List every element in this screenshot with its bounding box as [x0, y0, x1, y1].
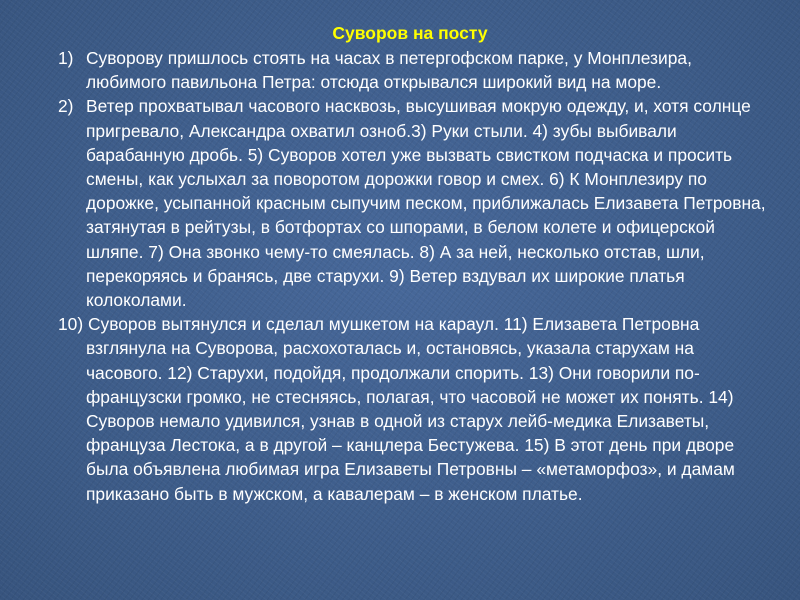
- slide-title: Суворов на посту: [332, 23, 488, 43]
- list-item-3: [58, 312, 770, 506]
- list-item-1: [58, 46, 770, 94]
- list-item-text: 10) Суворов вытянулся и сделал мушкетом на караул. 11) Елизавета Петровна взглянула на Суворова, расхохоталась и, остановясь, указала старухам на часового. 12) Старухи, подойдя, продолжали спорить. 13) Они говорили по-французски громко, не стесняясь, полагая, что часовой не может их понять. 14) Суворов немало удивился, узнав в одной из старух лейб-медика Елизаветы, француза Лестока, а в другой – канцлера Бестужева. 15) В этот день при дворе была объявлена любимая игра Елизаветы Петровны – «метаморфоз», и дамам приказано быть в мужском, а кавалерам – в женском платье.: [58, 314, 735, 504]
- list-item-2: [58, 94, 770, 312]
- list-item-text: Ветер прохватывал часового насквозь, высушивая мокрую одежду, и, хотя солнце пригревало, Александра охватил озноб.3) Руки стыли. 4) зубы выбивали барабанную дробь. 5) Суворов хотел уже вызвать свистком подчаска и просить смены, как услыхал за поворотом дорожки говор и смех. 6) К Монплезиру по дорожке, усыпанной красным сыпучим песком, приближалась Елизавета Петровна, затянутая в рейтузы, в ботфортах со шпорами, в белом колете и офицерской шляпе. 7) Она звонко чему-то смеялась. 8) А за ней, несколько отстав, шли, перекоряясь и бранясь, две старухи. 9) Ветер вздувал их широкие платья колоколами.: [86, 96, 766, 311]
- list-item-number: 1): [58, 48, 74, 68]
- list-item-text: Суворову пришлось стоять на часах в петергофском парке, у Монплезира, любимого павильона Петра: отсюда открывался широкий вид на море.: [86, 48, 692, 93]
- list-item-number: 2): [58, 96, 74, 117]
- numbered-list: [58, 46, 770, 506]
